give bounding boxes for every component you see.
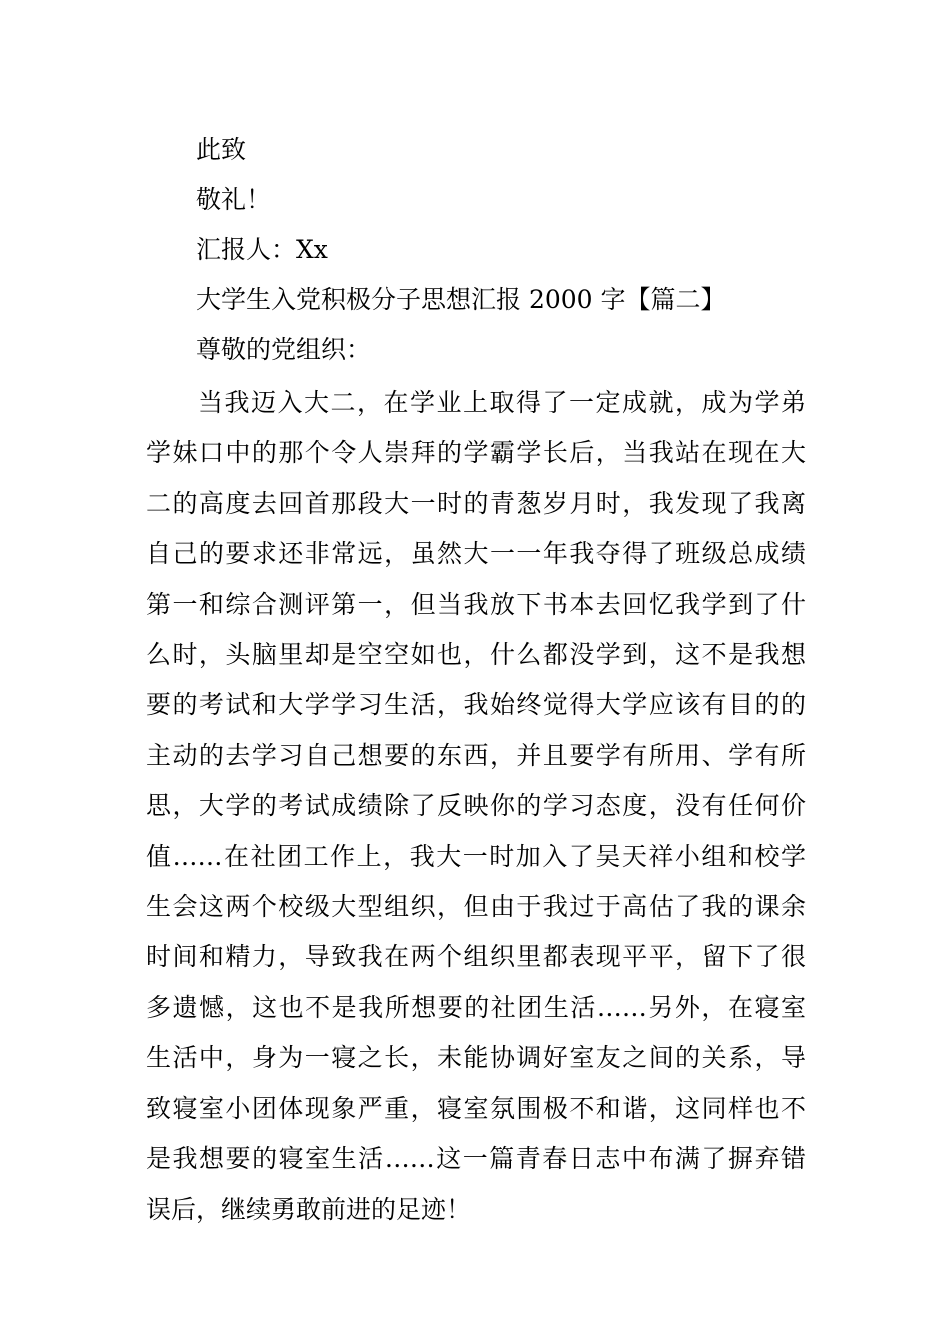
body-line: 第一和综合测评第一，但当我放下书本去回忆我学到了什 <box>146 589 806 619</box>
body-line: 么时，头脑里却是空空如也，什么都没学到，这不是我想 <box>146 640 806 670</box>
body-line: 误后，继续勇敢前进的足迹！ <box>146 1194 472 1224</box>
body-line: 值……在社团工作上，我大一时加入了吴天祥小组和校学 <box>146 841 806 871</box>
body-line: 时间和精力，导致我在两个组织里都表现平平，留下了很 <box>146 942 806 972</box>
body-line: 生会这两个校级大型组织，但由于我过于高估了我的课余 <box>146 892 806 922</box>
body-line: 致寝室小团体现象严重，寝室氛围极不和谐，这同样也不 <box>146 1093 806 1123</box>
body-line: 要的考试和大学学习生活，我始终觉得大学应该有目的的 <box>146 690 806 720</box>
salutation: 尊敬的党组织： <box>196 335 372 364</box>
body-line: 二的高度去回首那段大一时的青葱岁月时，我发现了我离 <box>146 488 806 518</box>
closing-line-salute: 敬礼！ <box>196 185 272 214</box>
body-line: 思，大学的考试成绩除了反映你的学习态度，没有任何价 <box>146 791 806 821</box>
body-line: 当我迈入大二，在学业上取得了一定成就，成为学弟 <box>198 388 806 417</box>
body-line: 生活中，身为一寝之长，未能协调好室友之间的关系，导 <box>146 1043 806 1073</box>
closing-line-respectfully: 此致 <box>196 135 247 164</box>
body-line: 主动的去学习自己想要的东西，并且要学有所用、学有所 <box>146 740 806 770</box>
section-title: 大学生入党积极分子思想汇报 2000 字【篇二】 <box>196 285 726 314</box>
body-line: 学妹口中的那个令人崇拜的学霸学长后，当我站在现在大 <box>146 438 806 468</box>
body-line: 多遗憾，这也不是我所想要的社团生活……另外，在寝室 <box>146 992 806 1022</box>
body-line: 是我想要的寝室生活……这一篇青春日志中布满了摒弃错 <box>146 1144 806 1174</box>
reporter-signature: 汇报人：Xx <box>196 235 328 264</box>
body-line: 自己的要求还非常远，虽然大一一年我夺得了班级总成绩 <box>146 539 806 569</box>
body-paragraph <box>146 378 806 1235</box>
